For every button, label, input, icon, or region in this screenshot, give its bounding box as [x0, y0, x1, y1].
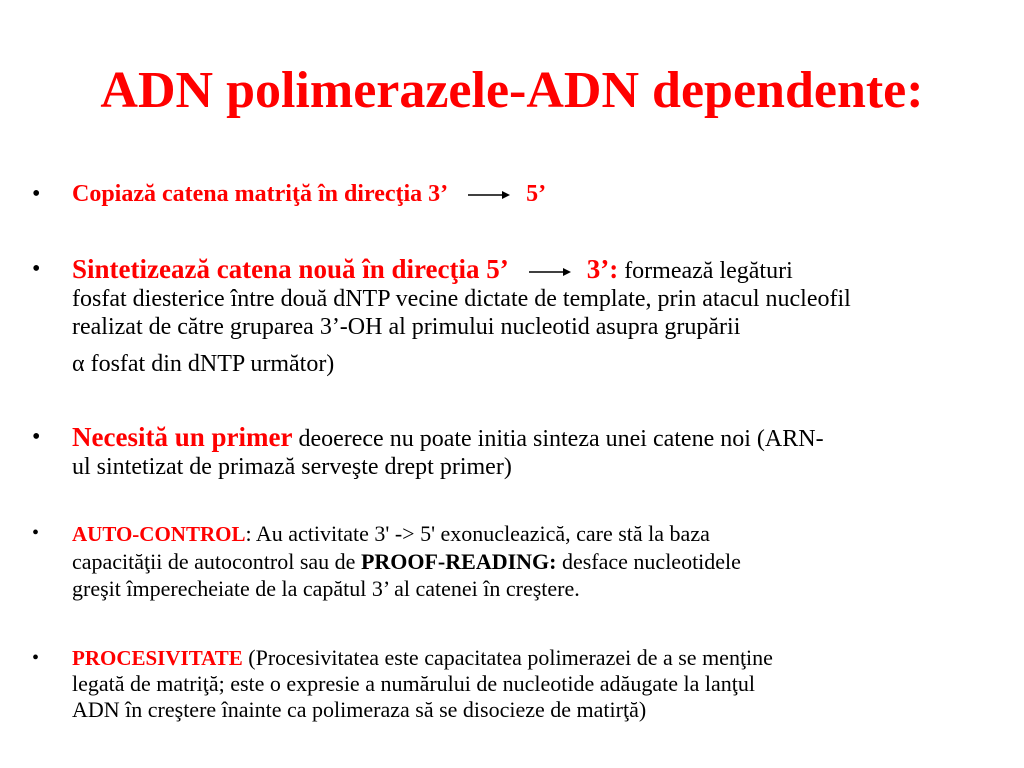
- bullet-4-text-b: capacităţii de autocontrol sau de: [72, 549, 361, 574]
- bullet-2-text-line4: α fosfat din dNTP următor): [72, 351, 335, 377]
- bullet-marker: •: [32, 256, 41, 282]
- bullet-5-text-c: ADN în creştere înainte ca polimeraza să se disocieze de matirţă): [72, 697, 647, 722]
- bullet-2-text-line2: fosfat diesterice între două dNTP vecine dictate de template, prin atacul nucleofil: [72, 286, 851, 312]
- bullet-2-text-line3: realizat de către gruparea 3’-OH al primului nucleotid asupra grupării: [72, 314, 741, 340]
- bullet-2-highlight-b: 3’:: [586, 254, 619, 284]
- right-arrow-icon: [468, 190, 510, 200]
- right-arrow-icon: [529, 267, 571, 277]
- bullet-2-highlight-a: Sintetizează catena nouă în direcţia 5’: [72, 254, 509, 284]
- bullet-3-highlight: Necesită un primer: [72, 422, 293, 452]
- bullet-item-3: [32, 422, 1002, 481]
- bullet-item-1: [32, 180, 1002, 208]
- bullet-4-text-c: desface nucleotidele: [556, 549, 741, 574]
- bullet-1-highlight-a: Copiază catena matriţă în direcţia 3’: [72, 181, 449, 207]
- bullet-4-text-d: greşit împerecheiate de la capătul 3’ al catenei în creştere.: [72, 576, 580, 601]
- bullet-4-bold: PROOF-READING:: [360, 549, 557, 574]
- bullet-marker: •: [32, 424, 41, 450]
- bullet-item-2: [32, 254, 1002, 341]
- bullet-2-text-line1: formează legături: [618, 258, 793, 284]
- bullet-marker: •: [32, 522, 40, 544]
- bullet-5-text-b: legată de matriţă; este o expresie a numărului de nucleotide adăugate la lanţul: [72, 671, 755, 696]
- bullet-item-5: [32, 645, 1002, 723]
- bullet-3-text-line2: ul sintetizat de primază serveşte drept primer): [72, 454, 512, 480]
- bullet-marker: •: [32, 647, 40, 669]
- bullet-marker: •: [32, 181, 41, 207]
- bullet-5-highlight: PROCESIVITATE: [72, 646, 243, 670]
- bullet-5-text-a: (Procesivitatea este capacitatea polimerazei de a se menţine: [242, 645, 773, 670]
- bullet-3-text-line1: deoerece nu poate initia sinteza unei catene noi (ARN-: [292, 426, 824, 452]
- slide-title: ADN polimerazele-ADN dependente:: [100, 62, 924, 119]
- bullet-item-4: [32, 520, 1002, 602]
- bullet-1-highlight-b: 5’: [526, 181, 547, 207]
- bullet-4-highlight: AUTO-CONTROL: [72, 522, 246, 546]
- bullet-4-text-a: : Au activitate 3' -> 5' exonucleazică, care stă la baza: [245, 521, 710, 546]
